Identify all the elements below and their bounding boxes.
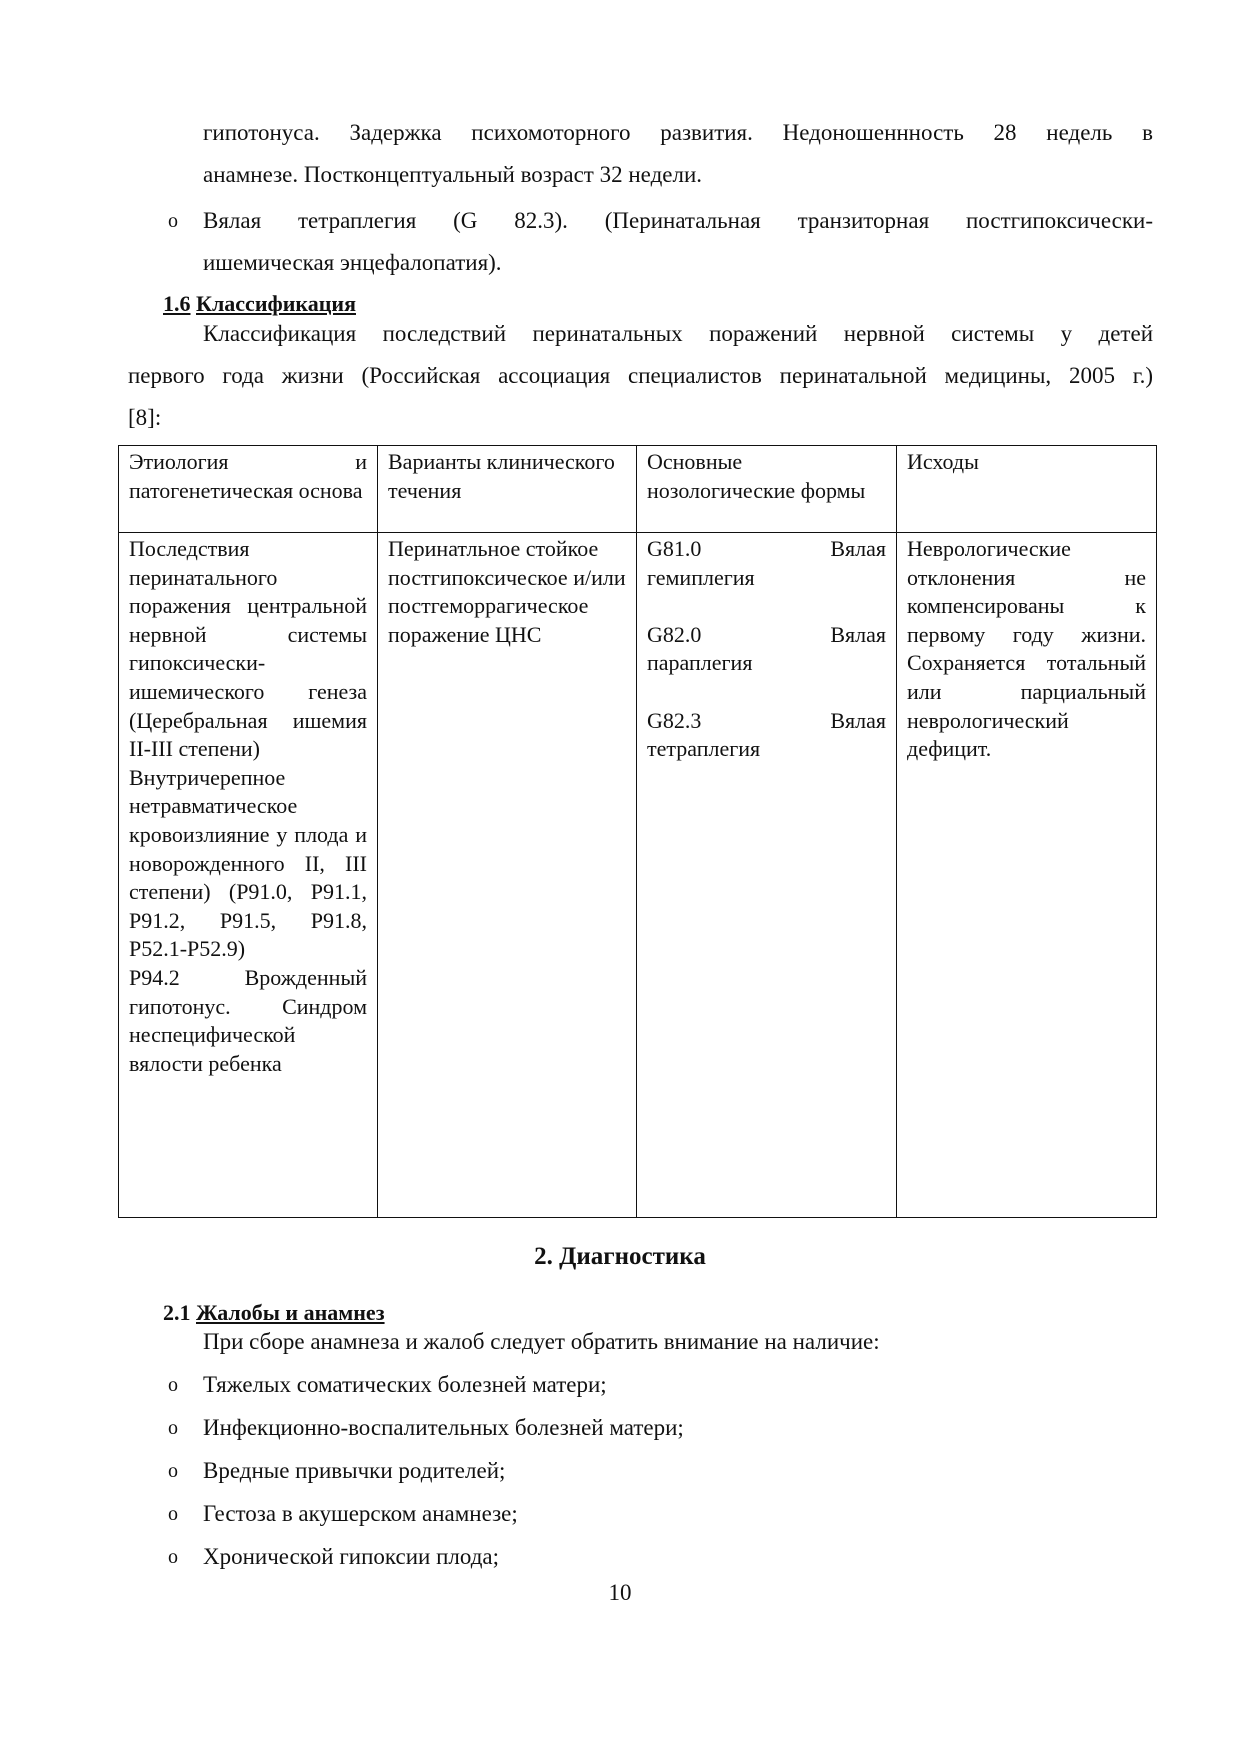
heading-1-6-number: 1.6	[163, 291, 191, 316]
list-bullet: o	[168, 1460, 178, 1482]
bullet-top-line-1: Вялая тетраплегия (G 82.3). (Перинатальная транзиторная постгипоксически-	[203, 208, 1153, 233]
etiology-item: Последствия перинатального поражения центральной нервной системы гипоксически-ишемического генеза (Церебральная ишемия II-III степени)	[129, 536, 367, 762]
list-bullet: o	[168, 1546, 178, 1568]
heading-1-6-title: Классификация	[196, 291, 356, 316]
list-item: Хронической гипоксии плода;	[203, 1544, 500, 1569]
classification-para-line-1: Классификация последствий перинатальных поражений нервной системы у детей	[203, 321, 1153, 346]
cell-variants	[378, 533, 637, 1218]
list-bullet: o	[168, 1374, 178, 1396]
list-item: Тяжелых соматических болезней матери;	[203, 1372, 607, 1397]
classification-para-line-3: [8]:	[128, 405, 162, 430]
intro-line-1: гипотонуса. Задержка психомоторного развития. Недоношеннность 28 недель в	[203, 120, 1153, 145]
form-word: Вялая	[830, 707, 886, 733]
table-header-row	[119, 446, 1157, 533]
classification-para-line-2: первого года жизни (Российская ассоциация специалистов перинатальной медицины, 2005 г.)	[128, 363, 1153, 388]
variants-text: Перинатльное стойкое постгипоксическое и/или постгеморрагическое поражение ЦНС	[388, 536, 626, 647]
form-code: G82.0	[647, 621, 702, 647]
form-item-code-line	[647, 707, 886, 736]
form-code: G81.0	[647, 536, 702, 561]
cell-etiology	[119, 533, 378, 1218]
intro-line-2: анамнезе. Постконцептуальный возраст 32 недели.	[203, 162, 703, 187]
form-name: тетраплегия	[647, 736, 761, 762]
anamnesis-intro: При сборе анамнеза и жалоб следует обратить внимание на наличие:	[203, 1329, 880, 1354]
list-item: Вредные привычки родителей;	[203, 1458, 506, 1483]
form-item-code-line	[647, 621, 886, 650]
outcomes-text: Неврологические отклонения не компенсированы к первому году жизни. Сохраняется тотальный или парциальный неврологический дефицит.	[907, 536, 1146, 762]
etiology-item: P94.2 Врожденный гипотонус. Синдром неспецифической вялости ребенка	[129, 964, 367, 1076]
header-variants: Варианты клинического течения	[378, 446, 637, 533]
form-word: Вялая	[830, 621, 886, 647]
cell-forms	[637, 533, 897, 1218]
bullet-top-line-2: ишемическая энцефалопатия).	[203, 250, 502, 275]
page-number: 10	[608, 1580, 632, 1605]
list-item: Гестоза в акушерском анамнезе;	[203, 1501, 518, 1526]
cell-outcomes	[897, 533, 1157, 1218]
header-etiology: Этиология и патогенетическая основа	[119, 446, 378, 533]
heading-2-1-title: Жалобы и анамнез	[196, 1300, 385, 1325]
list-bullet: o	[168, 1417, 178, 1439]
classification-table	[118, 445, 1157, 1218]
form-item-code-line	[647, 535, 886, 564]
form-code: G82.3	[647, 707, 702, 733]
header-outcomes: Исходы	[897, 446, 1157, 533]
list-bullet: o	[168, 1503, 178, 1525]
header-forms: Основные нозологические формы	[637, 446, 897, 533]
form-name: параплегия	[647, 650, 753, 676]
form-name: гемиплегия	[647, 564, 755, 590]
section-2-title: 2. Диагностика	[534, 1243, 706, 1270]
table-row	[119, 533, 1157, 1218]
etiology-item: Внутричерепное нетравматическое кровоизлияние у плода и новорожденного II, III степени) (P91.0, P91.1, P91.2, P91.5, P91.8, P52.1-P52.9)	[129, 764, 367, 962]
list-item: Инфекционно-воспалительных болезней матери;	[203, 1415, 684, 1440]
heading-2-1-number: 2.1	[163, 1300, 191, 1325]
bullet-marker: o	[168, 210, 178, 232]
form-word: Вялая	[830, 536, 886, 561]
